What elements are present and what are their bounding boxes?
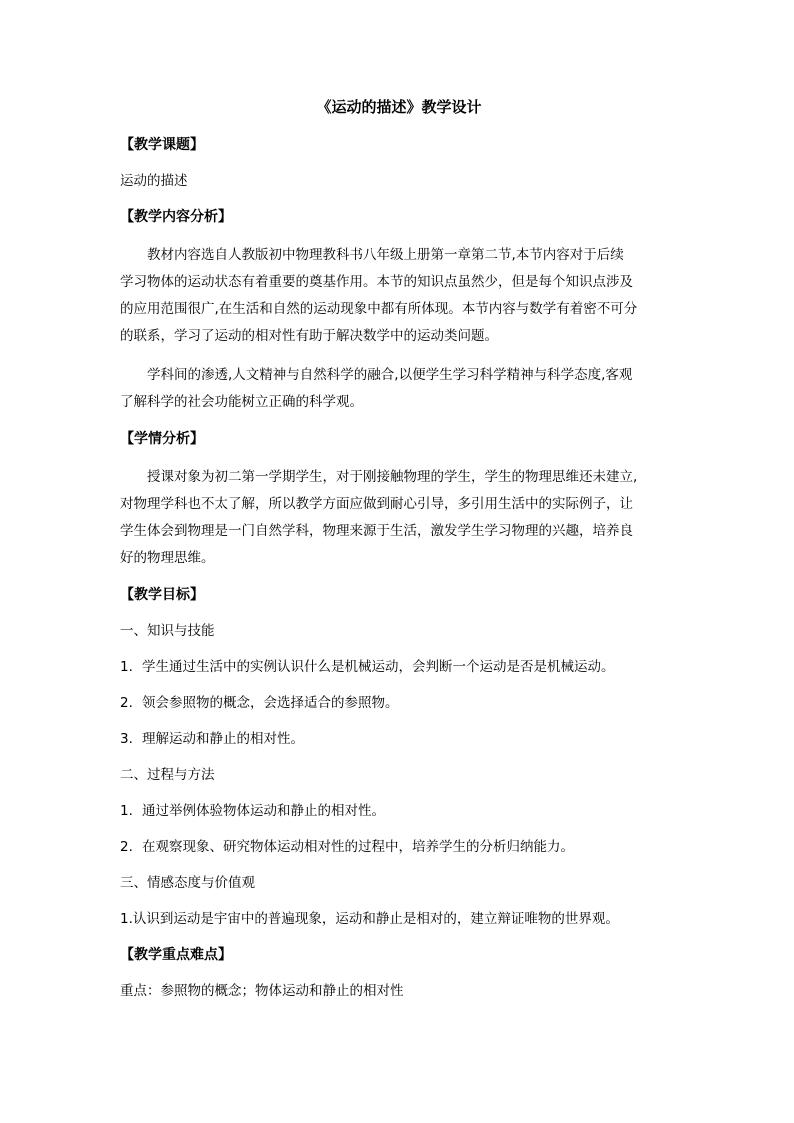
- paragraph-line: 的应用范围很广,在生活和自然的运动现象中都有所体现。本节内容与数学有着密不可分: [120, 301, 638, 317]
- heading-topic: 【教学课题】: [120, 137, 204, 153]
- heading-teaching-goals: 【教学目标】: [120, 587, 204, 603]
- paragraph-line: 学生体会到物理是一门自然学科，物理来源于生活，激发学生学习物理的兴趣，培养良: [120, 523, 633, 539]
- goal-section-attitude: 三、情感态度与价值观: [120, 875, 255, 891]
- document-page: [120, 96, 678, 1016]
- goal-section-process: 二、过程与方法: [120, 767, 215, 783]
- list-item: [120, 656, 678, 678]
- list-item: [120, 728, 678, 750]
- topic-text: 运动的描述: [120, 173, 188, 189]
- item-text: 在观察现象、研究物体运动相对性的过程中，培养学生的分析归纳能力。: [142, 839, 574, 855]
- list-item: [120, 836, 678, 858]
- list-item: [120, 800, 678, 822]
- paragraph-line: 了解科学的社会功能树立正确的科学观。: [120, 394, 363, 410]
- paragraph-line: 的联系，学习了运动的相对性有助于解决数学中的运动类问题。: [120, 328, 498, 344]
- item-text: 领会参照物的概念，会选择适合的参照物。: [142, 695, 399, 711]
- paragraph-line: 对物理学科也不太了解，所以教学方面应做到耐心引导，多引用生活中的实际例子，让: [120, 496, 633, 512]
- item-number: 2.: [120, 839, 133, 855]
- list-item: [120, 692, 678, 714]
- paragraph-line: 学习物体的运动状态有着重要的奠基作用。本节的知识点虽然少，但是每个知识点涉及: [120, 274, 633, 290]
- students-paragraph: [120, 464, 678, 572]
- paragraph-line: 教材内容选自人教版初中物理教科书八年级上册第一章第二节,本节内容对于后续: [147, 247, 624, 263]
- item-text: 理解运动和静止的相对性。: [142, 731, 304, 747]
- item-text: 通过举例体验物体运动和静止的相对性。: [142, 803, 385, 819]
- item-number: 3.: [120, 731, 133, 747]
- goal-section-knowledge: 一、知识与技能: [120, 623, 215, 639]
- heading-student-analysis: 【学情分析】: [120, 431, 204, 447]
- item-text: 学生通过生活中的实例认识什么是机械运动，会判断一个运动是否是机械运动。: [142, 659, 615, 675]
- paragraph-line: 学科间的渗透,人文精神与自然科学的融合,以便学生学习科学精神与科学态度,客观: [147, 367, 633, 383]
- heading-key-points: 【教学重点难点】: [120, 947, 232, 963]
- content-paragraph-2: [120, 362, 678, 416]
- paragraph-line: 授课对象为初二第一学期学生，对于刚接触物理的学生，学生的物理思维还未建立,: [147, 469, 638, 485]
- item-number: 1.: [120, 803, 133, 819]
- paragraph-line: 好的物理思维。: [120, 550, 215, 566]
- item-number: 2.: [120, 695, 133, 711]
- content-paragraph-1: [120, 242, 678, 350]
- document-title: 《运动的描述》教学设计: [316, 98, 482, 116]
- item-number: 1.: [120, 659, 133, 675]
- heading-content-analysis: 【教学内容分析】: [120, 209, 232, 225]
- list-item: 1.认识到运动是宇宙中的普遍现象，运动和静止是相对的，建立辩证唯物的世界观。: [120, 911, 619, 927]
- key-point-text: 重点：参照物的概念；物体运动和静止的相对性: [120, 983, 404, 999]
